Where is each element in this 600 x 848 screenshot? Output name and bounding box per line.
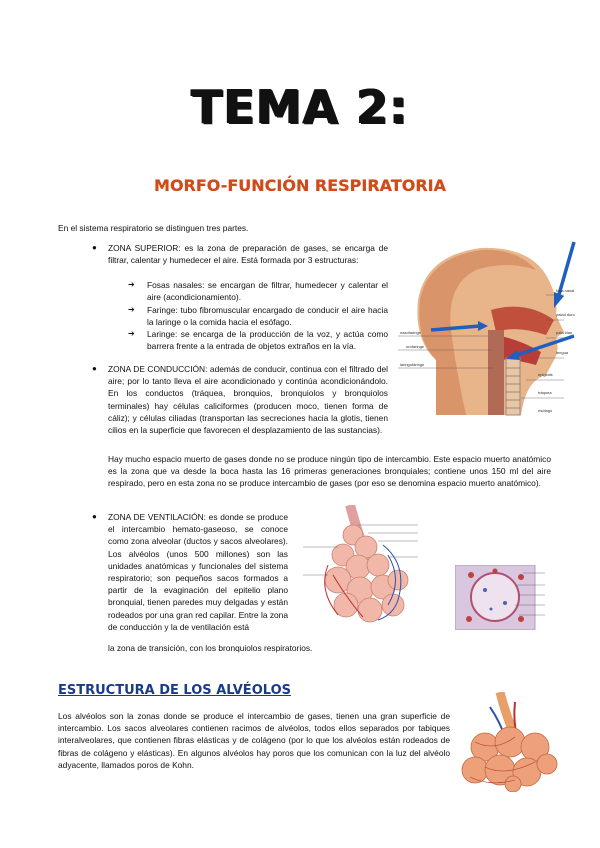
label-fosa-nasal: fosa nasal <box>556 288 575 293</box>
zona-conduccion-text: ZONA DE CONDUCCIÓN: además de conducir, continua con el filtrado del aire; por lo tanto lleva el aire acondicionado y continúa acondicionándolo. En los conductos (tráquea, bronquios, bronquiolos y bronquiolos terminales) hay células caliciformes (producen moco, tienen forma de cáliz); y células ciliadas (transportan las secreciones hacia la glotis, tienen cilios en la superficie que favorecen el desplazamiento de las sustancias). <box>108 364 388 436</box>
arrow-icon: ➔ <box>128 329 135 338</box>
espacio-muerto-text: Hay mucho espacio muerto de gases donde no se produce ningún tipo de intercambio. Este espacio muerto anatómico es la zona que va desde la boca hasta las 16 primeras generaciones bronquiales; contiene unos 150 ml del aire respirado, pero en esta zona no se produce intercambio de gases (por eso se denomina espacio muerto anatómico). <box>108 454 551 489</box>
bullet-icon: ● <box>92 364 97 373</box>
page-subtitle: MORFO-FUNCIÓN RESPIRATORIA <box>154 176 446 195</box>
label-paladar-duro: palad duro <box>556 312 575 317</box>
bullet-icon: ● <box>92 243 97 252</box>
section-title-alveolos: ESTRUCTURA DE LOS ALVÉOLOS <box>58 683 291 698</box>
label-lengua: lengua <box>556 350 569 355</box>
zona-superior-text: ZONA SUPERIOR: es la zona de preparación de gases, se encarga de filtrar, calentar y humedecer el aire. Está formada por 3 estructuras: <box>108 243 388 266</box>
sub-item-fosas: Fosas nasales: se encargan de filtrar, humedecer y calentar el aire (acondicionamiento). <box>147 280 388 303</box>
alveolus-detail-image <box>455 565 585 630</box>
alveoli-cluster-image <box>455 692 565 792</box>
label-traquea: tráquea <box>538 390 552 395</box>
page-title: TEMA 2: <box>191 80 409 134</box>
label-esofago: esófago <box>538 408 553 413</box>
alveolos-text: Los alvéolos son la zonas donde se produce el intercambio de gases, tienen una gran superficie de intercambio. Los sacos alveolares contienen racimos de alvéolos, todos ellos separados por tabiques interalveolares, que contienen fibras elásticas y de colágeno (por lo que los alvéolos están rodeados de fibras de colágeno y elásticas). En algunos alvéolos hay poros que los comunican con la luz del alvéolo adyacente, llamados poros de Kohn. <box>58 711 450 770</box>
label-nasofaringe: nasofaringe <box>400 330 421 335</box>
label-epiglotis: epiglotis <box>538 372 553 377</box>
head-anatomy-image <box>396 240 580 422</box>
arrow-icon: ➔ <box>128 280 135 289</box>
label-orofaringe: orofaringe <box>406 344 425 349</box>
label-laringofaringe: laringofaringe <box>400 362 425 367</box>
zona-ventilacion-text: ZONA DE VENTILACIÓN: es donde se produce el intercambio hemato-gaseoso, se conoce como zona alveolar (ductos y sacos alveolares). Los alvéolos (unos 500 millones) son las unidades anatómicas y funcionales del sistema respiratorio; son pequeños sacos formados a partir de la evaginación del epitelio plano bronquial, tienen paredes muy delgadas y están rodeados por una gran red capilar. Entre la zona de conducción y la de ventilación está <box>108 512 288 632</box>
alveolar-sac-image <box>298 505 448 630</box>
sub-item-faringe: Faringe: tubo fibromuscular encargado de conducir el aire hacia la laringe o la comida hacia el esófago. <box>147 305 388 328</box>
zona-ventilacion-end: la zona de transición, con los bronquiolos respiratorios. <box>108 643 313 653</box>
arrow-icon: ➔ <box>128 305 135 314</box>
intro-text: En el sistema respiratorio se distinguen tres partes. <box>58 223 249 233</box>
sub-item-laringe: Laringe: se encarga de la producción de la voz, y actúa como barrera frente a la entrada de objetos extraños en la vía. <box>147 329 388 352</box>
bullet-icon: ● <box>92 512 97 521</box>
label-paladar-blando: pala blan <box>556 330 573 335</box>
